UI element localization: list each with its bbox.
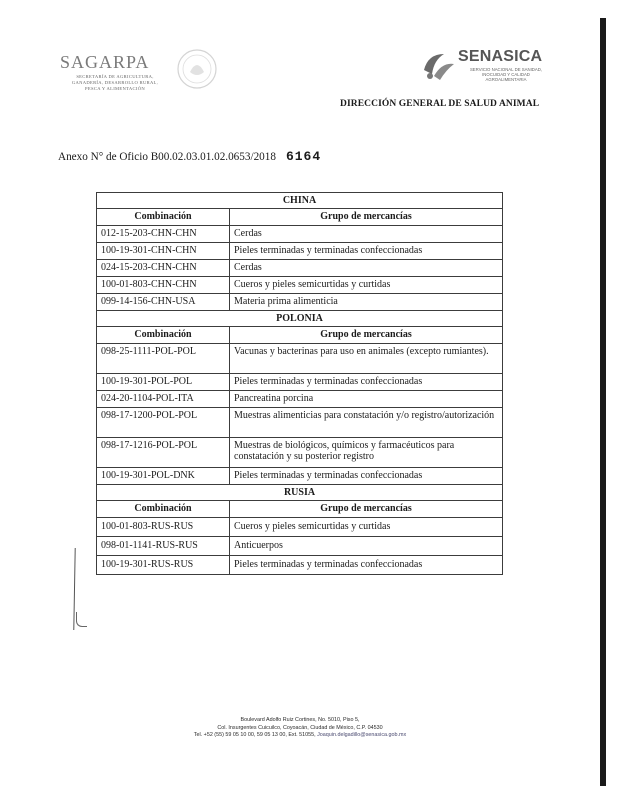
goods-group: Cueros y pieles semicurtidas y curtidas: [230, 277, 503, 294]
combination-code: 098-25-1111-POL-POL: [97, 344, 230, 374]
combination-code: 099-14-156-CHN-USA: [97, 294, 230, 311]
department-title: DIRECCIÓN GENERAL DE SALUD ANIMAL: [340, 99, 540, 109]
footer-line: Col. Insurgentes Cuicuilco, Coyoacán, Ciudad de México, C.P. 04530: [217, 724, 383, 731]
column-header-goods: Grupo de mercancías: [230, 501, 503, 518]
footer-phone: Tel. +52 (55) 59 05 10 00, 59 05 13 00, Ext. 51055,: [193, 732, 316, 738]
goods-group: Anticuerpos: [230, 537, 503, 556]
combination-code: 098-01-1141-RUS-RUS: [97, 537, 230, 556]
goods-group: Cueros y pieles semicurtidas y curtidas: [230, 518, 503, 537]
handwritten-mark-hook: [76, 612, 87, 627]
country-header-row: [97, 485, 503, 501]
combination-code: 024-20-1104-POL-ITA: [97, 391, 230, 408]
combination-code: 100-19-301-RUS-RUS: [97, 556, 230, 575]
goods-group: Muestras alimenticias para constatación y/o registro/autorización: [230, 408, 503, 438]
goods-group: Pieles terminadas y terminadas confeccionadas: [230, 374, 503, 391]
footer-email-link[interactable]: Joaquin.delgadillo@senasica.gob.mx: [317, 732, 407, 738]
combination-code: 012-15-203-CHN-CHN: [97, 226, 230, 243]
column-header-goods: Grupo de mercancías: [230, 209, 503, 226]
goods-group: Vacunas y bacterinas para uso en animales (excepto rumiantes).: [230, 344, 503, 374]
sagarpa-subtitle: SECRETARÍA DE AGRICULTURA, GANADERÍA, DESARROLLO RURAL, PESCA Y ALIMENTACIÓN: [71, 74, 159, 91]
table-row: [97, 468, 503, 485]
table-row: [97, 391, 503, 408]
column-header-goods: Grupo de mercancías: [230, 327, 503, 344]
senasica-logo: [420, 46, 560, 86]
goods-group: Pieles terminadas y terminadas confeccionadas: [230, 556, 503, 575]
country-name: POLONIA: [97, 311, 503, 327]
table-row: [97, 537, 503, 556]
stamp-number: 6164: [285, 149, 322, 164]
combination-code: 024-15-203-CHN-CHN: [97, 260, 230, 277]
combination-code: 100-19-301-CHN-CHN: [97, 243, 230, 260]
senasica-subtitle: SERVICIO NACIONAL DE SANIDAD, INOCUIDAD Y CALIDAD AGROALIMENTARIA: [469, 67, 543, 82]
reference-label: Anexo N° de Oficio B00.02.03.01.02.0653/2018: [58, 151, 276, 163]
senasica-emblem-icon: [420, 48, 456, 82]
table-row: [97, 277, 503, 294]
senasica-wordmark: SENASICA: [458, 48, 543, 65]
column-header-row: [97, 209, 503, 226]
combination-code: 100-19-301-POL-DNK: [97, 468, 230, 485]
combination-code: 100-19-301-POL-POL: [97, 374, 230, 391]
combination-code: 098-17-1200-POL-POL: [97, 408, 230, 438]
combination-code: 098-17-1216-POL-POL: [97, 438, 230, 468]
footer-address: [110, 717, 490, 740]
table-row: [97, 344, 503, 374]
goods-group: Muestras de biológicos, químicos y farmacéuticos para constatación y su posterior registro: [230, 438, 503, 468]
table-row: [97, 294, 503, 311]
goods-group: Pieles terminadas y terminadas confeccionadas: [230, 243, 503, 260]
scan-border: [600, 18, 606, 786]
table-row: [97, 374, 503, 391]
footer-line: Boulevard Adolfo Ruiz Cortines, No. 5010, Piso 5,: [240, 717, 360, 723]
table-row: [97, 260, 503, 277]
sagarpa-logo: [60, 52, 170, 92]
mexico-seal-icon: [176, 48, 218, 90]
combination-code: 100-01-803-RUS-RUS: [97, 518, 230, 537]
sagarpa-wordmark: SAGARPA: [60, 52, 150, 72]
column-header-code: Combinación: [97, 501, 230, 518]
goods-group: Materia prima alimenticia: [230, 294, 503, 311]
column-header-row: [97, 327, 503, 344]
table-row: [97, 556, 503, 575]
goods-group: Pancreatina porcina: [230, 391, 503, 408]
country-header-row: [97, 193, 503, 209]
table-row: [97, 408, 503, 438]
annex-table: [96, 192, 503, 575]
goods-group: Cerdas: [230, 226, 503, 243]
table-row: [97, 226, 503, 243]
footer-contact: [110, 732, 490, 740]
country-header-row: [97, 311, 503, 327]
combination-code: 100-01-803-CHN-CHN: [97, 277, 230, 294]
table-row: [97, 438, 503, 468]
column-header-row: [97, 501, 503, 518]
country-name: RUSIA: [97, 485, 503, 501]
goods-group: Cerdas: [230, 260, 503, 277]
table-row: [97, 243, 503, 260]
column-header-code: Combinación: [97, 209, 230, 226]
table-row: [97, 518, 503, 537]
country-name: CHINA: [97, 193, 503, 209]
goods-group: Pieles terminadas y terminadas confeccionadas: [230, 468, 503, 485]
column-header-code: Combinación: [97, 327, 230, 344]
document-reference: [58, 149, 321, 164]
